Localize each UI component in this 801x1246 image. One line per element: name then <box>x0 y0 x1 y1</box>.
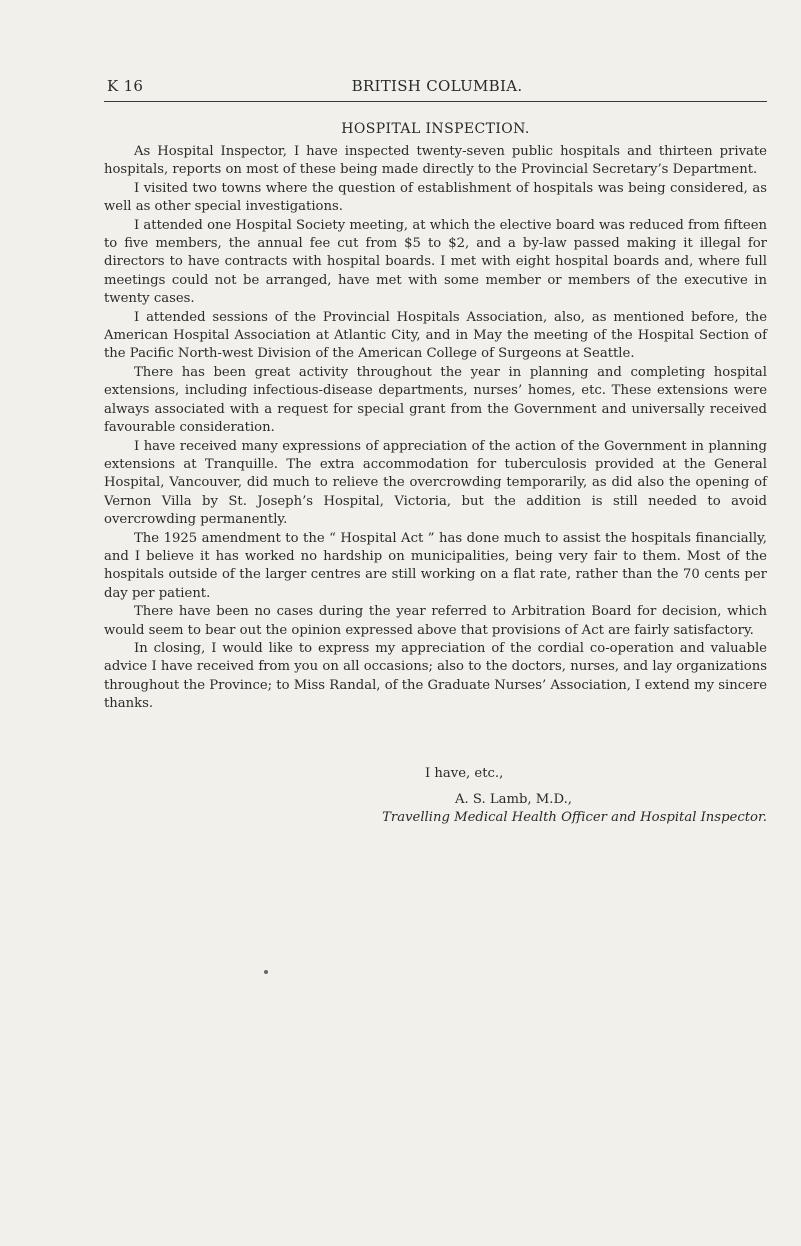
book-title: BRITISH COLUMBIA. <box>351 77 523 95</box>
paragraph: There has been great activity throughout the year in planning and completing hospital extensions, including infectious-disease departments, nurses’ homes, etc. These extensions were always associated with a request for special grant from the Government and universally received favourable consideration. <box>104 364 767 436</box>
signatory-title: Travelling Medical Health Officer and Hospital Inspector. <box>382 810 767 825</box>
paragraph: I attended one Hospital Society meeting, at which the elective board was reduced from fifteen to five members, the annual fee cut from $5 to $2, and a by-law passed making it illegal for directors to have contracts with hospital boards. I met with eight hospital boards and, where full meetings could not be arranged, have met with some member or members of the executive in twenty cases. <box>104 217 767 307</box>
header-rule <box>104 101 767 102</box>
paragraph: As Hospital Inspector, I have inspected twenty-seven public hospitals and thirteen private hospitals, reports on most of these being made directly to the Provincial Secretary’s Department. <box>104 144 767 178</box>
paragraph: There have been no cases during the year referred to Arbitration Board for decision, which would seem to bear out the opinion expressed above that provisions of Act are fairly satisfactory. <box>104 604 767 638</box>
closing-salutation: I have, etc., <box>425 766 504 781</box>
section-heading: HOSPITAL INSPECTION. <box>341 121 530 137</box>
paragraph: I visited two towns where the question of establishment of hospitals was being considered, as well as other special investigations. <box>104 180 767 215</box>
paragraph: I attended sessions of the Provincial Hospitals Association, also, as mentioned before, the American Hospital Association at Atlantic City, and in May the meeting of the Hospital Section of the Pacific North-west Division of the American College of Surgeons at Seattle. <box>104 309 767 362</box>
paragraph: I have received many expressions of appreciation of the action of the Government in planning extensions at Tranquille. The extra accommodation for tuberculosis provided at the General Hospital, Vancouver, did much to relieve the overcrowding temporarily, as did also the opening of Vernon Villa by St. Joseph’s Hospital, Victoria, but the addition is still needed to avoid overcrowding permanently. <box>104 438 767 528</box>
print-speck <box>264 970 268 974</box>
paragraph: The 1925 amendment to the “ Hospital Act ” has done much to assist the hospitals financially, and I believe it has worked no hardship on municipalities, being very fair to them. Most of the hospitals outside of the larger centres are still working on a flat rate, rather than the 70 cents per day per patient. <box>104 530 767 601</box>
running-head <box>107 77 767 97</box>
report-body <box>104 143 767 714</box>
signature-name: A. S. Lamb, M.D., <box>455 792 572 807</box>
page-number: K 16 <box>107 77 144 95</box>
paragraph: In closing, I would like to express my appreciation of the cordial co-operation and valuable advice I have received from you on all occasions; also to the doctors, nurses, and lay organizations throughout the Province; to Miss Randal, of the Graduate Nurses’ Association, I extend my sincere thanks. <box>104 640 767 712</box>
